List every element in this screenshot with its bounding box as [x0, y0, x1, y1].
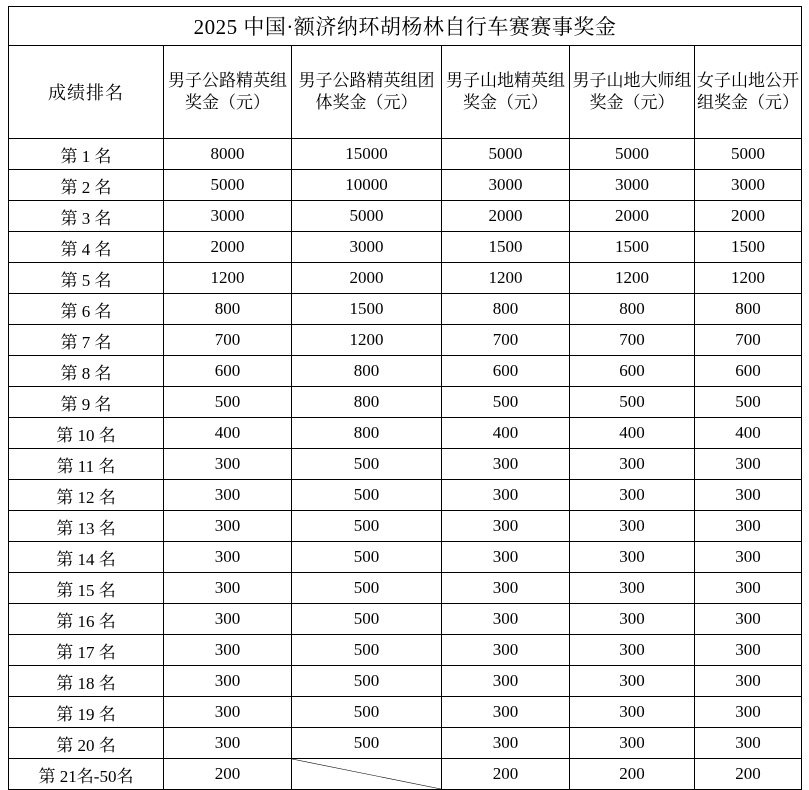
prize-value: 300 — [442, 604, 570, 635]
prize-value: 300 — [164, 542, 292, 573]
prize-value: 5000 — [570, 139, 695, 170]
prize-value: 1200 — [442, 263, 570, 294]
prize-value: 700 — [164, 325, 292, 356]
prize-value: 3000 — [695, 170, 802, 201]
prize-value: 800 — [164, 294, 292, 325]
prize-value: 300 — [695, 542, 802, 573]
prize-value: 1500 — [570, 232, 695, 263]
prize-value: 800 — [570, 294, 695, 325]
page-title: 2025 中国·额济纳环胡杨林自行车赛赛事奖金 — [9, 7, 802, 46]
table-header-row — [9, 46, 802, 139]
prize-value: 500 — [292, 511, 442, 542]
prize-value: 3000 — [570, 170, 695, 201]
prize-value: 800 — [442, 294, 570, 325]
prize-value: 300 — [164, 635, 292, 666]
rank-label: 第 12 名 — [9, 480, 164, 511]
rank-label: 第 19 名 — [9, 697, 164, 728]
prize-value: 8000 — [164, 139, 292, 170]
prize-value: 300 — [570, 542, 695, 573]
prize-value: 200 — [695, 759, 802, 790]
prize-value: 1200 — [695, 263, 802, 294]
prize-value: 500 — [164, 387, 292, 418]
prize-value: 600 — [442, 356, 570, 387]
prize-value: 500 — [292, 666, 442, 697]
table-row — [9, 666, 802, 697]
prize-value: 300 — [695, 635, 802, 666]
table-row — [9, 759, 802, 790]
not-applicable-cell — [292, 759, 442, 790]
prize-value: 500 — [292, 542, 442, 573]
prize-value: 500 — [292, 728, 442, 759]
prize-value: 300 — [570, 573, 695, 604]
prize-value: 300 — [695, 480, 802, 511]
rank-label: 第 9 名 — [9, 387, 164, 418]
prize-value: 1200 — [570, 263, 695, 294]
rank-label: 第 20 名 — [9, 728, 164, 759]
prize-value: 400 — [695, 418, 802, 449]
table-row — [9, 232, 802, 263]
rank-label: 第 13 名 — [9, 511, 164, 542]
prize-value: 300 — [695, 449, 802, 480]
column-header-rank: 成绩排名 — [9, 46, 164, 139]
table-row — [9, 542, 802, 573]
prize-value: 10000 — [292, 170, 442, 201]
rank-label: 第 15 名 — [9, 573, 164, 604]
prize-value: 300 — [695, 697, 802, 728]
prize-value: 300 — [442, 573, 570, 604]
prize-value: 300 — [442, 449, 570, 480]
table-row — [9, 511, 802, 542]
prize-value: 800 — [695, 294, 802, 325]
prize-value: 300 — [442, 728, 570, 759]
prize-value: 700 — [442, 325, 570, 356]
prize-value: 300 — [164, 449, 292, 480]
prize-value: 300 — [164, 728, 292, 759]
prize-value: 300 — [164, 573, 292, 604]
rank-label: 第 14 名 — [9, 542, 164, 573]
prize-value: 500 — [442, 387, 570, 418]
rank-label: 第 2 名 — [9, 170, 164, 201]
prize-value: 5000 — [442, 139, 570, 170]
rank-label: 第 6 名 — [9, 294, 164, 325]
prize-value: 1200 — [164, 263, 292, 294]
prize-value: 500 — [292, 697, 442, 728]
prize-value: 500 — [292, 449, 442, 480]
prize-value: 500 — [292, 635, 442, 666]
prize-value: 500 — [570, 387, 695, 418]
table-row — [9, 139, 802, 170]
prize-value: 600 — [695, 356, 802, 387]
rank-label: 第 18 名 — [9, 666, 164, 697]
prize-value: 5000 — [164, 170, 292, 201]
prize-value: 500 — [292, 480, 442, 511]
table-row — [9, 418, 802, 449]
rank-label: 第 21名-50名 — [9, 759, 164, 790]
prize-value: 800 — [292, 356, 442, 387]
prize-value: 300 — [695, 604, 802, 635]
table-row — [9, 573, 802, 604]
prize-value: 300 — [570, 697, 695, 728]
prize-value: 300 — [442, 542, 570, 573]
rank-label: 第 16 名 — [9, 604, 164, 635]
prize-value: 2000 — [442, 201, 570, 232]
rank-label: 第 4 名 — [9, 232, 164, 263]
title-row — [9, 7, 802, 46]
prize-value: 500 — [695, 387, 802, 418]
prize-value: 300 — [695, 666, 802, 697]
prize-value: 400 — [442, 418, 570, 449]
table-row — [9, 325, 802, 356]
rank-label: 第 3 名 — [9, 201, 164, 232]
rank-label: 第 1 名 — [9, 139, 164, 170]
table-row — [9, 201, 802, 232]
rank-label: 第 11 名 — [9, 449, 164, 480]
prize-value: 300 — [695, 573, 802, 604]
table-row — [9, 387, 802, 418]
prize-value: 3000 — [442, 170, 570, 201]
table-row — [9, 728, 802, 759]
column-header-road-elite: 男子公路精英组奖金（元） — [164, 46, 292, 139]
rank-label: 第 7 名 — [9, 325, 164, 356]
prize-value: 5000 — [292, 201, 442, 232]
prize-value: 300 — [164, 511, 292, 542]
rank-label: 第 5 名 — [9, 263, 164, 294]
prize-value: 700 — [570, 325, 695, 356]
prize-value: 200 — [164, 759, 292, 790]
prize-value: 300 — [570, 604, 695, 635]
table-row — [9, 480, 802, 511]
prize-value: 300 — [442, 635, 570, 666]
prize-value: 2000 — [695, 201, 802, 232]
table-row — [9, 294, 802, 325]
prize-value: 400 — [164, 418, 292, 449]
table-row — [9, 604, 802, 635]
prize-value: 1500 — [292, 294, 442, 325]
prize-value: 300 — [164, 604, 292, 635]
prize-value: 1500 — [442, 232, 570, 263]
prize-value: 300 — [695, 511, 802, 542]
prize-value: 800 — [292, 387, 442, 418]
prize-value: 300 — [442, 697, 570, 728]
column-header-mtb-master: 男子山地大师组奖金（元） — [570, 46, 695, 139]
prize-value: 2000 — [292, 263, 442, 294]
prize-value: 400 — [570, 418, 695, 449]
prize-value: 300 — [442, 511, 570, 542]
rank-label: 第 17 名 — [9, 635, 164, 666]
prize-value: 300 — [164, 666, 292, 697]
rank-label: 第 8 名 — [9, 356, 164, 387]
prize-value: 3000 — [292, 232, 442, 263]
table-row — [9, 635, 802, 666]
prize-value: 1500 — [695, 232, 802, 263]
prize-value: 600 — [164, 356, 292, 387]
column-header-mtb-elite: 男子山地精英组奖金（元） — [442, 46, 570, 139]
prize-value: 15000 — [292, 139, 442, 170]
table-row — [9, 697, 802, 728]
prize-value: 800 — [292, 418, 442, 449]
prize-value: 300 — [570, 666, 695, 697]
table-row — [9, 170, 802, 201]
prize-value: 500 — [292, 573, 442, 604]
prize-value: 300 — [570, 728, 695, 759]
prize-value: 3000 — [164, 201, 292, 232]
column-header-women-mtb-open: 女子山地公开组奖金（元） — [695, 46, 802, 139]
prize-value: 300 — [442, 480, 570, 511]
prize-money-table — [8, 6, 802, 790]
table-row — [9, 263, 802, 294]
prize-value: 300 — [164, 697, 292, 728]
prize-value: 300 — [570, 635, 695, 666]
prize-value: 2000 — [164, 232, 292, 263]
prize-value: 300 — [164, 480, 292, 511]
prize-value: 2000 — [570, 201, 695, 232]
table-row — [9, 356, 802, 387]
rank-label: 第 10 名 — [9, 418, 164, 449]
prize-value: 300 — [442, 666, 570, 697]
prize-value: 200 — [570, 759, 695, 790]
prize-value: 300 — [570, 480, 695, 511]
column-header-road-elite-team: 男子公路精英组团体奖金（元） — [292, 46, 442, 139]
prize-value: 300 — [570, 449, 695, 480]
prize-value: 700 — [695, 325, 802, 356]
prize-value: 500 — [292, 604, 442, 635]
prize-value: 300 — [570, 511, 695, 542]
prize-value: 200 — [442, 759, 570, 790]
prize-value: 300 — [695, 728, 802, 759]
table-row — [9, 449, 802, 480]
prize-value: 1200 — [292, 325, 442, 356]
prize-value: 600 — [570, 356, 695, 387]
prize-value: 5000 — [695, 139, 802, 170]
